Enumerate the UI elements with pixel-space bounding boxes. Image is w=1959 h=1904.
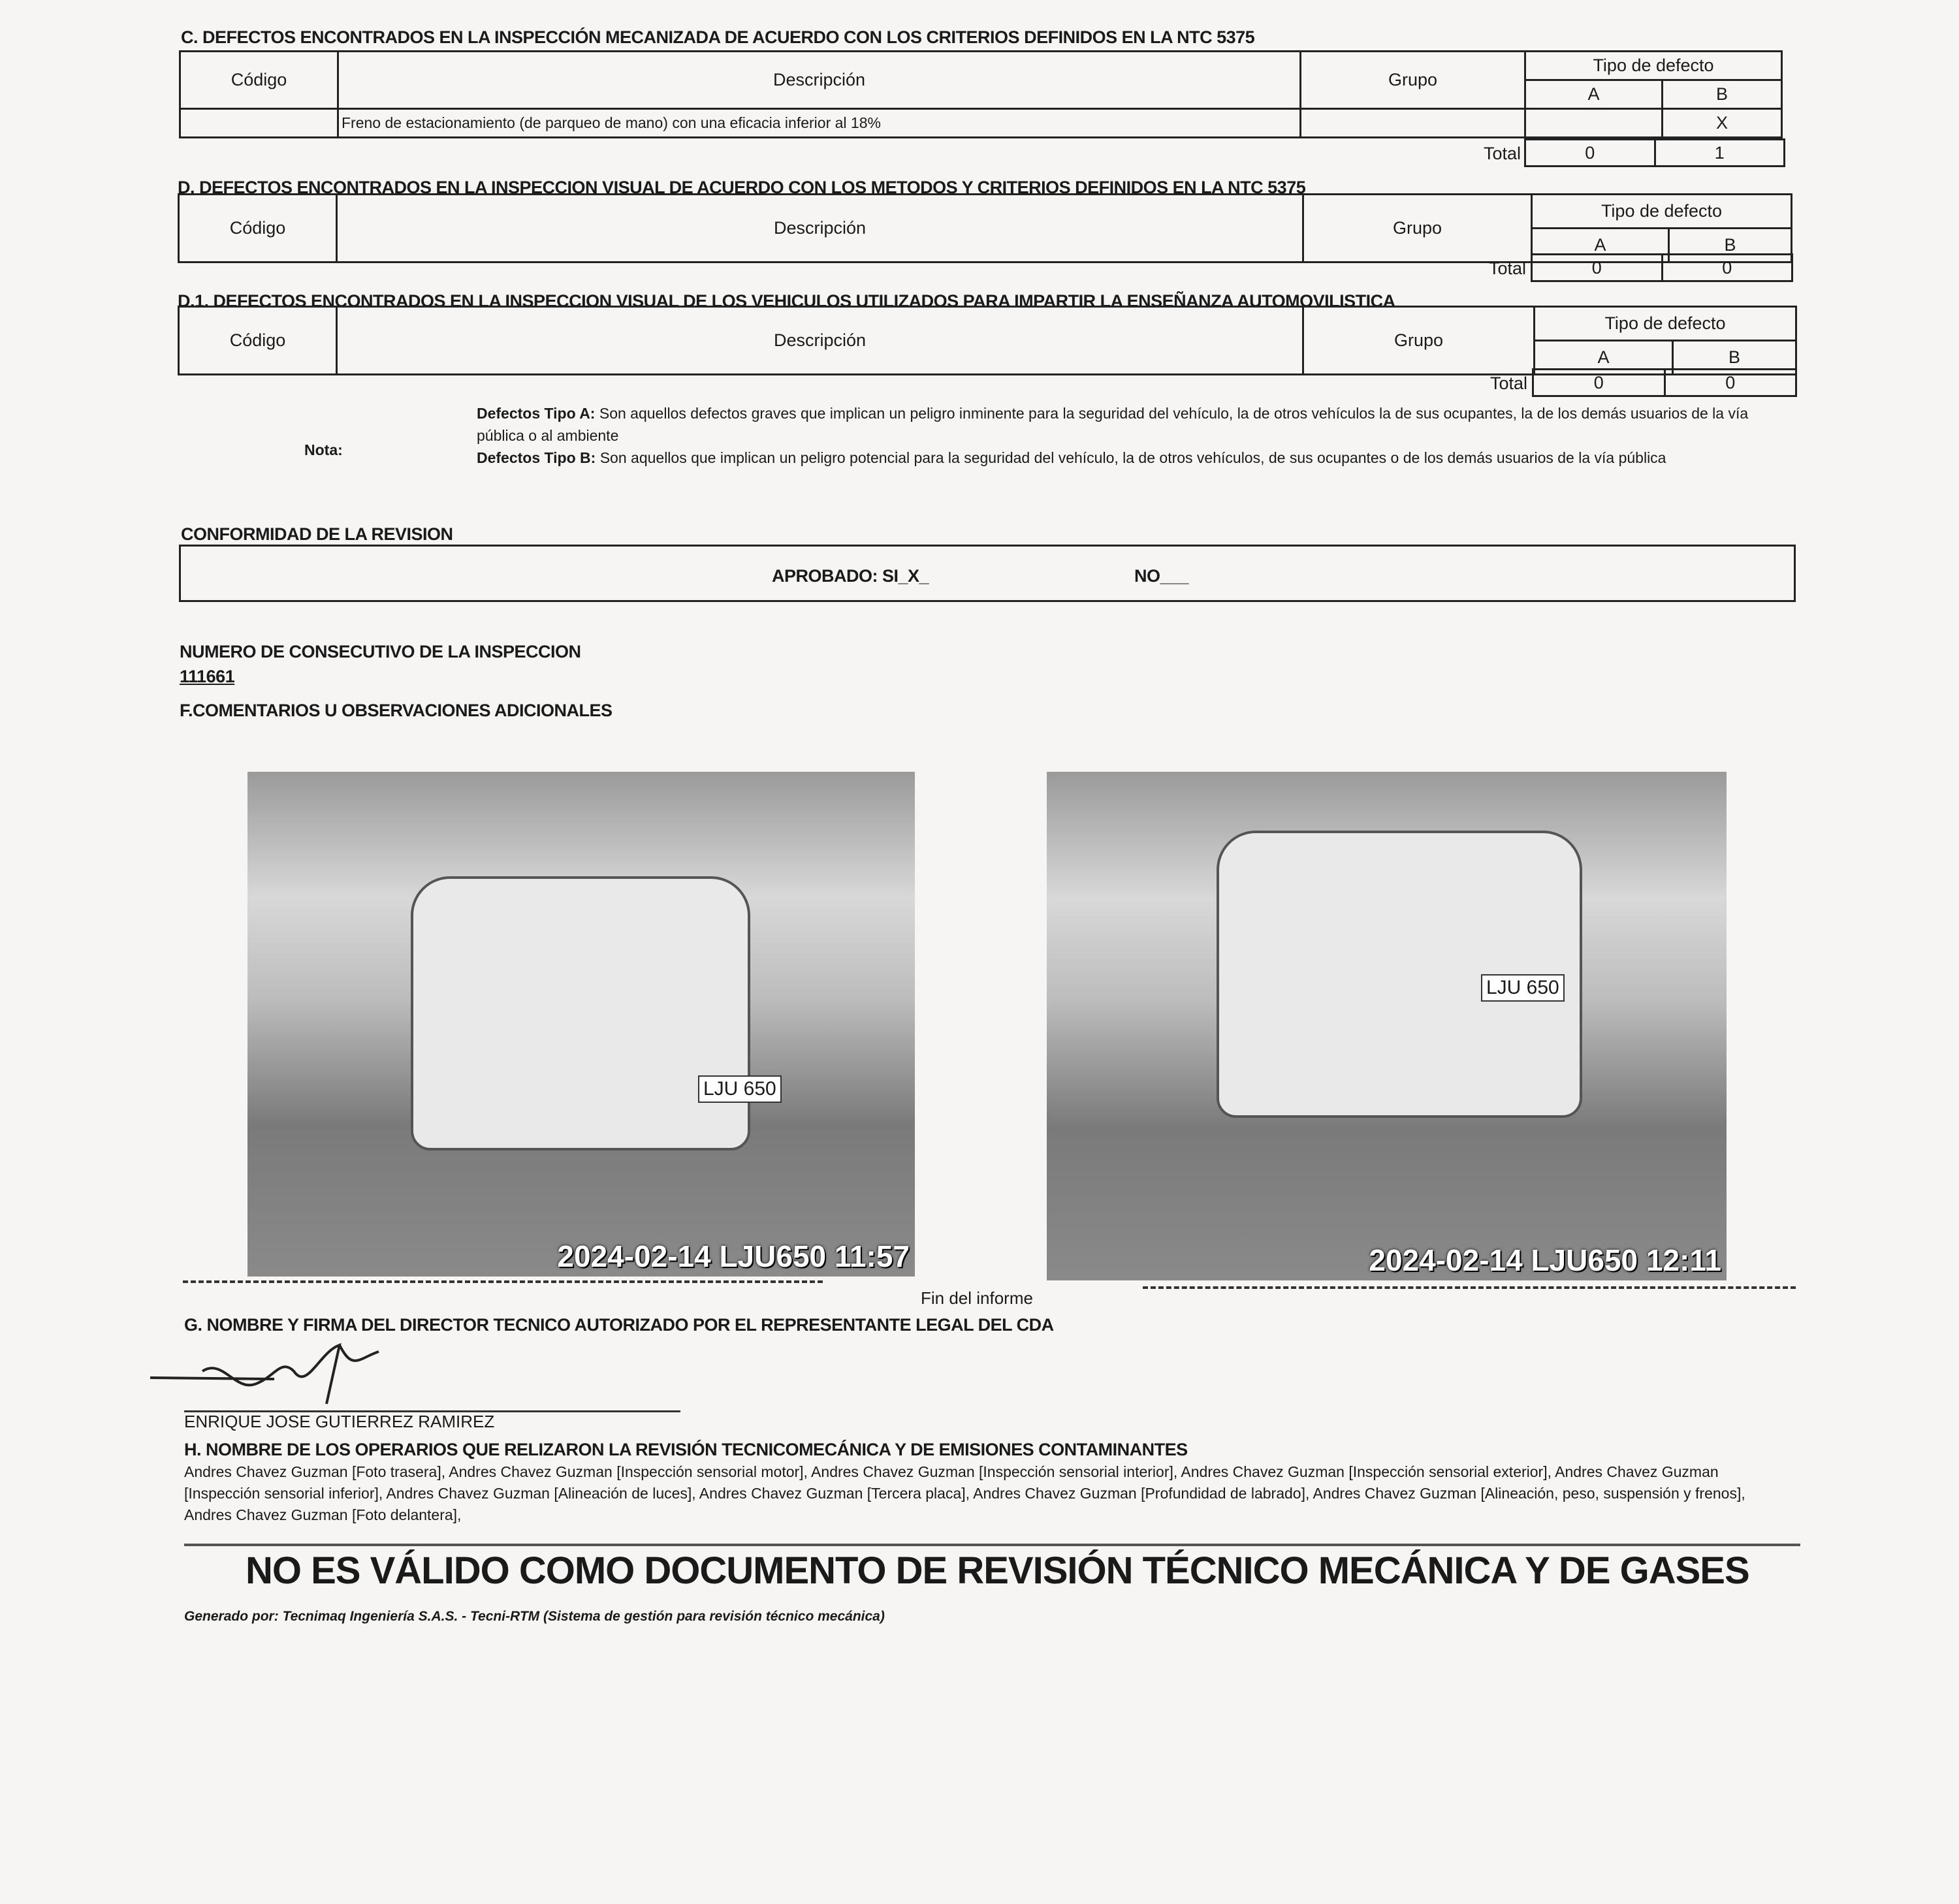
aprobado-no: NO___	[1134, 566, 1189, 586]
section-d1-title: D.1. DEFECTOS ENCONTRADOS EN LA INSPECCION VISUAL DE LOS VEHICULOS UTILIZADOS PARA IMPARTIR LA ENSEÑANZA AUTOMOVILISTICA	[178, 291, 1395, 311]
total-a: 0	[1585, 143, 1595, 163]
header-b: B	[1663, 80, 1782, 109]
tipo-b-text: Son aquellos que implican un peligro potencial para la seguridad del vehículo, la de otros vehículos, de sus ocupantes o de los demás usuarios de la vía pública	[599, 449, 1666, 466]
header-descripcion: Descripción	[337, 195, 1303, 262]
photo-timestamp: 2024-02-14 LJU650 12:11	[1369, 1243, 1721, 1277]
director-title: G. NOMBRE Y FIRMA DEL DIRECTOR TECNICO AUTORIZADO POR EL REPRESENTANTE LEGAL DEL CDA	[184, 1315, 1054, 1335]
front-photo	[247, 772, 915, 1277]
cell-grupo	[1301, 109, 1525, 138]
divider	[183, 1280, 823, 1283]
total-b: 1	[1654, 140, 1784, 165]
header-codigo: Código	[179, 195, 337, 262]
total-label: Total	[1490, 373, 1528, 393]
header-codigo: Código	[179, 307, 337, 375]
section-d-totals	[1531, 253, 1793, 282]
header-grupo: Grupo	[1301, 52, 1525, 109]
cell-b: X	[1663, 109, 1782, 138]
header-tipo: Tipo de defecto	[1532, 195, 1792, 229]
header-grupo: Grupo	[1303, 307, 1535, 375]
cell-descripcion: Freno de estacionamiento (de parqueo de mano) con una eficacia inferior al 18%	[338, 109, 1301, 138]
cell-a	[1525, 109, 1663, 138]
header-grupo: Grupo	[1303, 195, 1532, 262]
table-row	[180, 109, 1782, 138]
comentarios-title: F.COMENTARIOS U OBSERVACIONES ADICIONALES	[180, 701, 613, 720]
tipo-a-label: Defectos Tipo A:	[477, 405, 596, 422]
header-a: A	[1535, 341, 1673, 375]
header-codigo: Código	[180, 52, 338, 109]
plate: LJU 650	[698, 1075, 782, 1103]
operarios-text: Andres Chavez Guzman [Foto trasera], Andres Chavez Guzman [Inspección sensorial motor], Andres Chavez Guzman [Inspección sensorial interior], Andres Chavez Guzman [Inspección sensorial exterior], Andres Chavez Guzman [Inspección sensorial inferior], Andres Chavez Guzman [Alineación de luces], Andres Chavez Guzman [Tercera placa], Andres Chavez Guzman [Profundidad de labrado], Andres Chavez Guzman [Alineación, peso, suspensión y frenos], Andres Chavez Guzman [Foto delantera],	[184, 1463, 1745, 1523]
consecutivo-value: 111661	[180, 667, 235, 686]
section-d-table	[178, 193, 1792, 263]
total-a: 0	[1593, 373, 1604, 392]
divider	[1143, 1286, 1796, 1289]
operarios-title: H. NOMBRE DE LOS OPERARIOS QUE RELIZARON LA REVISIÓN TECNICOMECÁNICA Y DE EMISIONES CONTAMINANTES	[184, 1440, 1188, 1459]
header-descripcion: Descripción	[338, 52, 1301, 109]
aprobado-si: APROBADO: SI_X_	[772, 566, 929, 586]
total-a: 0	[1591, 258, 1602, 278]
header-descripcion: Descripción	[337, 307, 1303, 375]
section-c-title: C. DEFECTOS ENCONTRADOS EN LA INSPECCIÓN MECANIZADA DE ACUERDO CON LOS CRITERIOS DEFINIDOS EN LA NTC 5375	[181, 27, 1255, 47]
plate: LJU 650	[1481, 974, 1565, 1002]
header-tipo: Tipo de defecto	[1535, 307, 1796, 341]
section-d1-table	[178, 306, 1797, 375]
fin-informe: Fin del informe	[921, 1288, 1033, 1308]
total-label: Total	[1484, 144, 1521, 163]
cell-codigo	[180, 109, 338, 138]
consecutivo-title: NUMERO DE CONSECUTIVO DE LA INSPECCION	[180, 642, 581, 661]
section-d1-totals	[1532, 368, 1797, 397]
divider	[184, 1544, 1800, 1546]
section-c-table	[179, 50, 1783, 138]
tipo-b-label: Defectos Tipo B:	[477, 449, 596, 466]
nota-text	[477, 402, 1783, 469]
header-a: A	[1525, 80, 1663, 109]
rear-photo	[1047, 772, 1727, 1280]
header-a: A	[1532, 229, 1669, 262]
header-b: B	[1669, 229, 1792, 262]
nota-label: Nota:	[304, 441, 343, 458]
director-name: ENRIQUE JOSE GUTIERREZ RAMIREZ	[184, 1412, 495, 1431]
total-b: 0	[1661, 255, 1792, 280]
conformidad-title: CONFORMIDAD DE LA REVISION	[181, 524, 453, 544]
conformidad-box	[179, 545, 1796, 602]
header-b: B	[1673, 341, 1796, 375]
section-d-title: D. DEFECTOS ENCONTRADOS EN LA INSPECCION VISUAL DE ACUERDO CON LOS METODOS Y CRITERIOS DEFINIDOS EN LA NTC 5375	[178, 178, 1306, 197]
section-c-totals	[1524, 138, 1785, 167]
total-b: 0	[1664, 370, 1796, 395]
photo-timestamp: 2024-02-14 LJU650 11:57	[557, 1239, 910, 1273]
tipo-a-text: Son aquellos defectos graves que implican un peligro inminente para la seguridad del vehículo, la de otros vehículos la de sus ocupantes, la de los demás usuarios de la vía pública o al ambiente	[477, 405, 1749, 444]
header-tipo: Tipo de defecto	[1525, 52, 1782, 80]
warning-text: NO ES VÁLIDO COMO DOCUMENTO DE REVISIÓN TÉCNICO MECÁNICA Y DE GASES	[246, 1549, 1749, 1592]
footer-generated: Generado por: Tecnimaq Ingeniería S.A.S. - Tecni-RTM (Sistema de gestión para revisión técnico mecánica)	[184, 1609, 885, 1624]
total-label: Total	[1489, 259, 1527, 278]
